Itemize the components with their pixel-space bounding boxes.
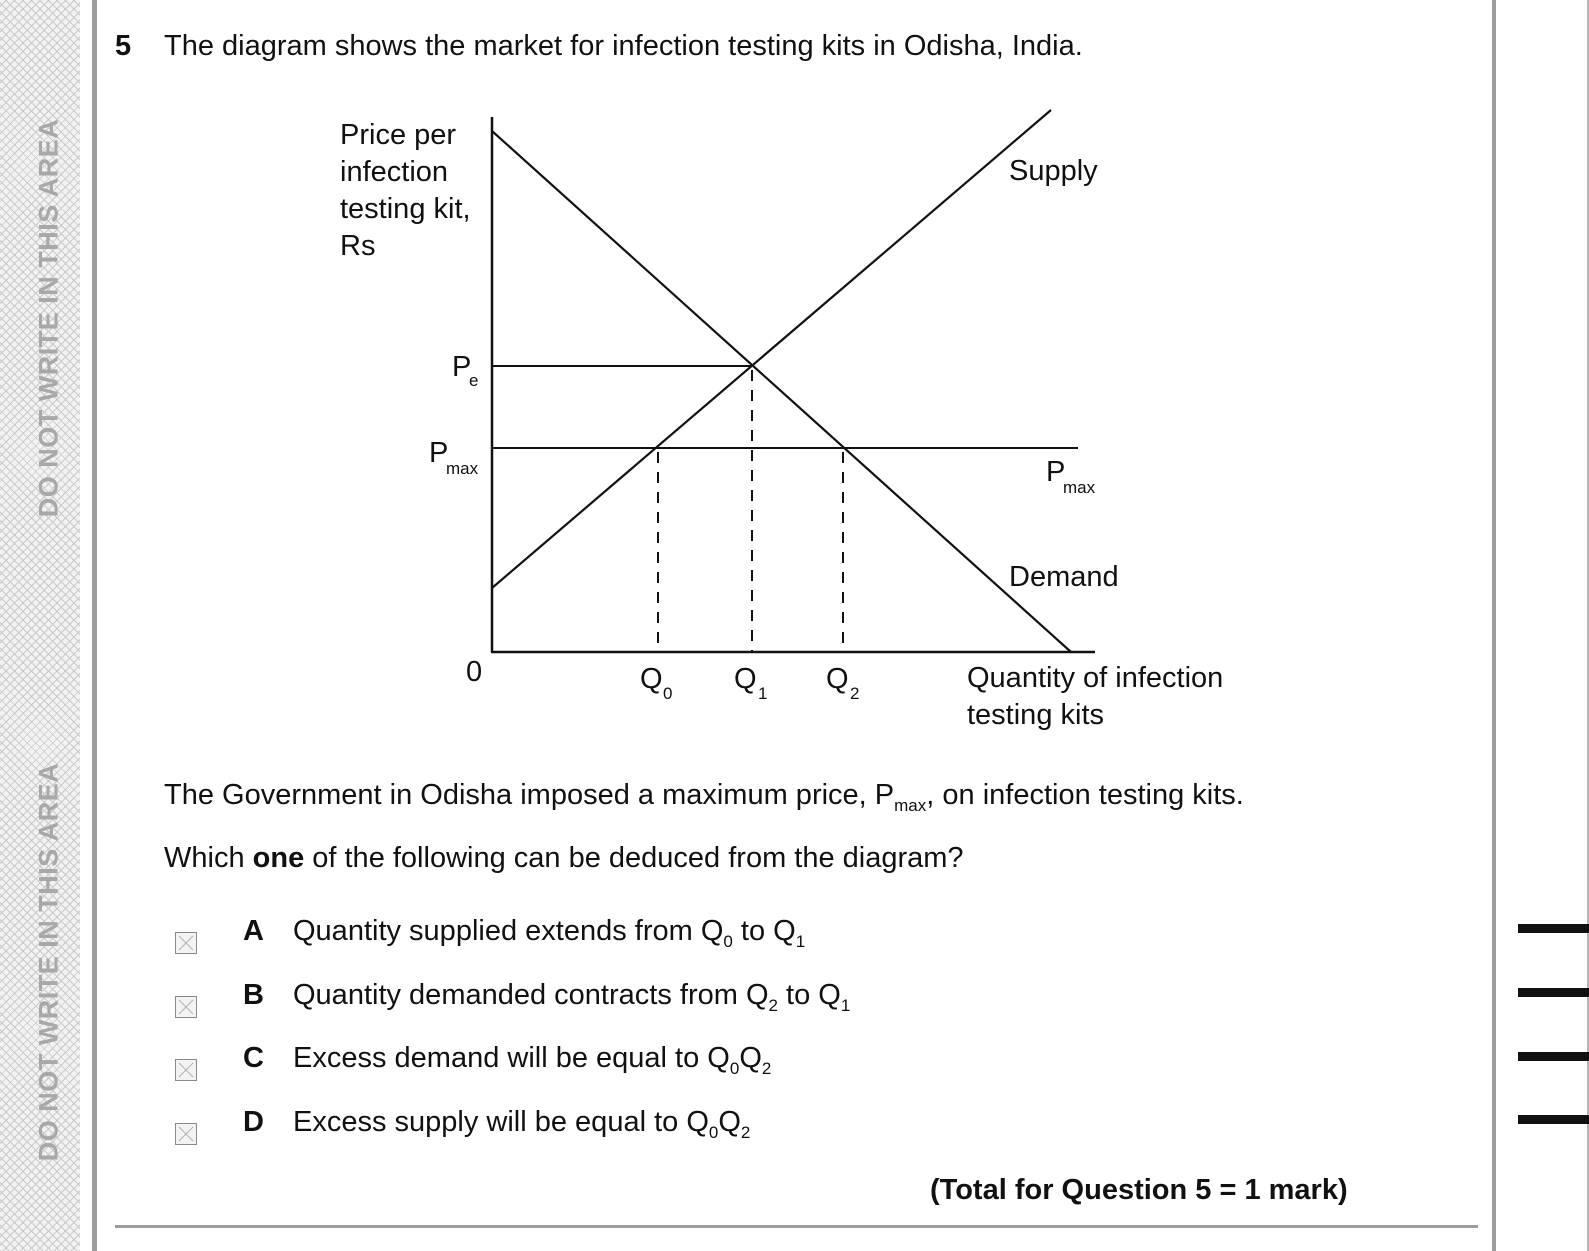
x-axis-label-line-1: Quantity of infection <box>967 662 1224 694</box>
option-d-text <box>293 1106 750 1143</box>
option-d-letter: D <box>243 1106 264 1138</box>
option-c-sub-1: 0 <box>729 1058 740 1078</box>
option-b-sub-1: 2 <box>768 995 778 1015</box>
info-paragraph <box>164 779 1244 816</box>
option-a-part-1: Quantity supplied extends from Q <box>293 915 724 947</box>
margin-warning-top: DO NOT WRITE IN THIS AREA <box>33 118 64 518</box>
option-a-letter: A <box>243 915 264 947</box>
cross-icon <box>176 1124 196 1144</box>
y-axis-label-line-4: Rs <box>340 230 376 262</box>
pe-label: P <box>452 351 472 383</box>
origin-label: 0 <box>466 656 483 688</box>
option-d-sub-1: 0 <box>708 1122 719 1142</box>
option-a-part-2: to Q <box>732 915 796 947</box>
demand-label: Demand <box>1009 561 1119 593</box>
answer-marker-c <box>1518 1052 1589 1061</box>
pmax-label: P <box>429 437 449 469</box>
option-d-part-1: Excess supply will be equal to Q <box>293 1106 709 1138</box>
option-c-letter: C <box>243 1042 264 1074</box>
y-axis-label-line-1: Price per <box>340 119 457 151</box>
q0-label-sub: 0 <box>663 684 673 703</box>
margin-warning-bottom: DO NOT WRITE IN THIS AREA <box>33 762 64 1162</box>
option-c-checkbox[interactable] <box>175 1059 197 1081</box>
cross-icon <box>176 1060 196 1080</box>
cross-icon <box>176 933 196 953</box>
x-axis-label <box>967 662 1231 731</box>
question-stem: The diagram shows the market for infection testing kits in Odisha, India. <box>164 30 1083 62</box>
prompt-after: of the following can be deduced from the diagram? <box>304 842 964 874</box>
info-paragraph-sub: max <box>894 795 927 815</box>
pmax-line-label: P <box>1046 456 1066 488</box>
demand-curve <box>492 131 1071 652</box>
option-b-text <box>293 979 850 1016</box>
y-axis-label-line-2: infection <box>340 156 449 188</box>
q1-label: Q <box>734 663 757 695</box>
question-prompt <box>164 842 964 875</box>
option-c-sub-2: 2 <box>761 1058 772 1078</box>
x-axis-label-line-2: testing kits <box>967 699 1104 731</box>
option-d-part-2: Q <box>718 1106 741 1138</box>
option-b-sub-2: 1 <box>840 995 851 1015</box>
q2-label-sub: 2 <box>850 684 860 703</box>
answer-marker-a <box>1518 924 1589 933</box>
y-axis-label <box>340 119 479 262</box>
pmax-label-sub: max <box>446 459 479 478</box>
option-d-checkbox[interactable] <box>175 1123 197 1145</box>
q2-label: Q <box>826 663 849 695</box>
info-paragraph-before: The Government in Odisha imposed a maximum price, P <box>164 779 895 811</box>
info-paragraph-after: , on infection testing kits. <box>926 779 1244 811</box>
cross-icon <box>176 997 196 1017</box>
option-c-part-2: Q <box>739 1042 762 1074</box>
supply-curve <box>492 110 1051 588</box>
q0-label: Q <box>640 663 663 695</box>
option-b-part-2: to Q <box>777 979 841 1011</box>
pmax-line-label-sub: max <box>1063 478 1096 497</box>
option-d-sub-2: 2 <box>740 1122 751 1142</box>
option-a-sub-2: 1 <box>795 931 806 951</box>
option-b-part-1: Quantity demanded contracts from Q <box>293 979 769 1011</box>
answer-marker-d <box>1518 1115 1589 1124</box>
option-a-text <box>293 915 805 952</box>
total-marks: (Total for Question 5 = 1 mark) <box>930 1174 1348 1206</box>
y-axis-label-line-3: testing kit, <box>340 193 471 225</box>
pe-label-sub: e <box>469 371 479 390</box>
option-c-part-1: Excess demand will be equal to Q <box>293 1042 730 1074</box>
supply-label: Supply <box>1009 155 1098 187</box>
option-a-checkbox[interactable] <box>175 932 197 954</box>
prompt-before: Which <box>164 842 253 874</box>
option-b-letter: B <box>243 979 264 1011</box>
answer-marker-b <box>1518 988 1589 997</box>
option-c-text <box>293 1042 771 1079</box>
question-number: 5 <box>115 30 132 62</box>
option-b-checkbox[interactable] <box>175 996 197 1018</box>
prompt-bold: one <box>252 842 305 874</box>
q1-label-sub: 1 <box>758 684 768 703</box>
option-a-sub-1: 0 <box>723 931 733 951</box>
bottom-rule <box>115 1225 1478 1228</box>
